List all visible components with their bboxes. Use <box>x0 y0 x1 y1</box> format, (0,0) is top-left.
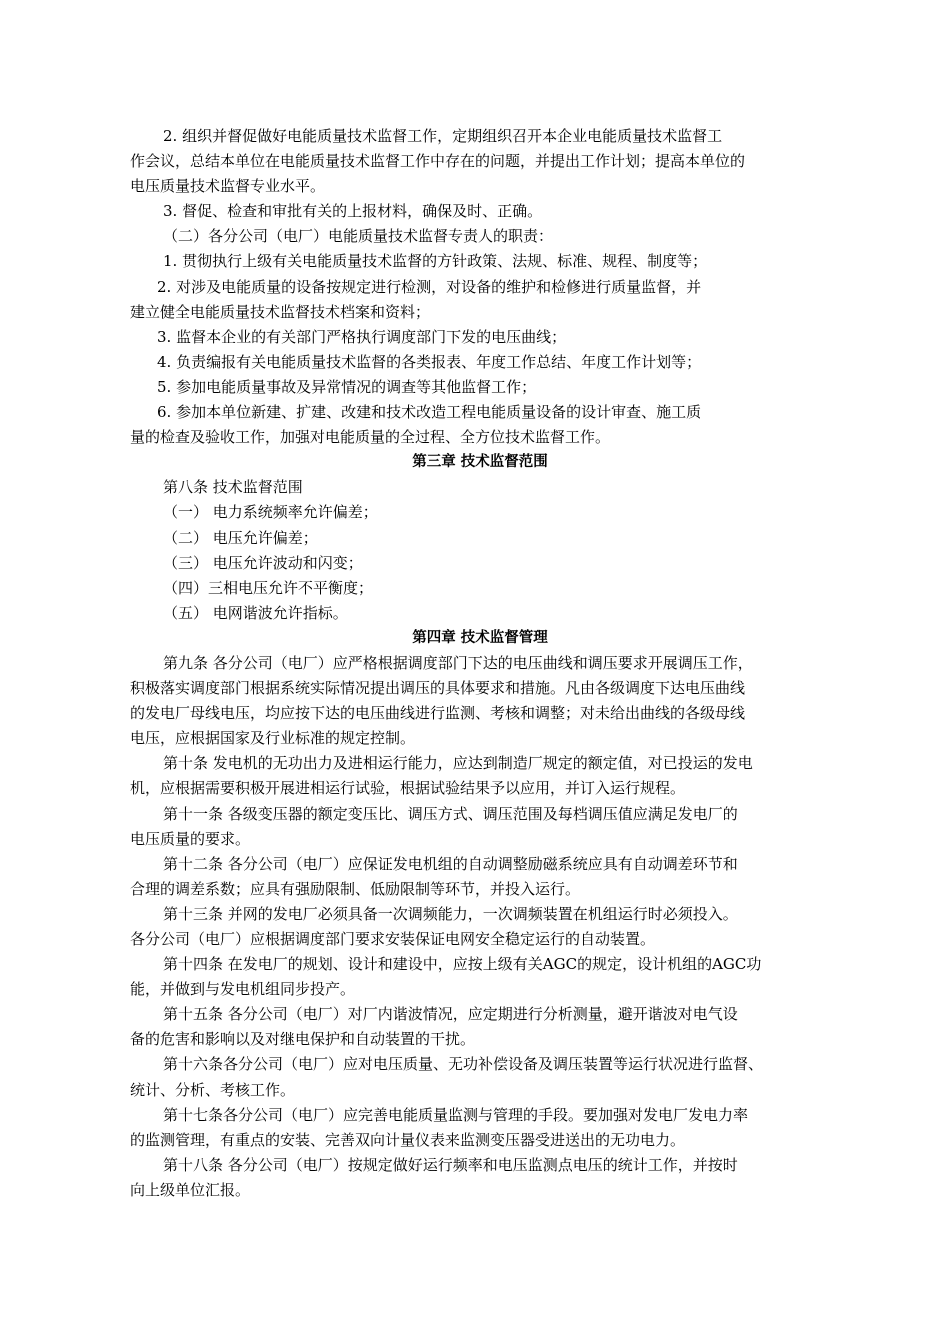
paragraph-line: 能，并做到与发电机组同步投产。 <box>130 980 356 999</box>
paragraph-line: 5. 参加电能质量事故及异常情况的调查等其他监督工作； <box>157 377 537 396</box>
paragraph-line: （四）三相电压允许不平衡度； <box>163 578 374 597</box>
paragraph-line: 第十四条 在发电厂的规划、设计和建设中，应按上级有关AGC的规定，设计机组的AGC功 <box>163 955 762 974</box>
paragraph-line: 积极落实调度部门根据系统实际情况提出调压的具体要求和措施。凡由各级调度下达电压曲线 <box>130 679 746 698</box>
paragraph-line: 6. 参加本单位新建、扩建、改建和技术改造工程电能质量设备的设计审查、施工质 <box>157 403 702 422</box>
paragraph-line: （二）各分公司（电厂）电能质量技术监督专责人的职责： <box>163 227 554 246</box>
paragraph-line: 2. 对涉及电能质量的设备按规定进行检测，对设备的维护和检修进行质量监督，并 <box>157 277 702 296</box>
chapter-heading: 第三章 技术监督范围 <box>412 454 548 471</box>
paragraph-line: 3. 监督本企业的有关部门严格执行调度部门下发的电压曲线； <box>157 327 567 346</box>
paragraph-line: 的监测管理，有重点的安装、完善双向计量仪表来监测变压器受进送出的无功电力。 <box>130 1130 686 1149</box>
paragraph-line: 第十一条 各级变压器的额定变压比、调压方式、调压范围及每档调压值应满足发电厂的 <box>163 804 738 823</box>
paragraph-line: （五） 电网谐波允许指标。 <box>163 603 348 622</box>
document-body <box>130 124 830 1203</box>
paragraph-line: 合理的调差系数；应具有强励限制、低励限制等环节，并投入运行。 <box>130 879 581 898</box>
paragraph-line: 备的危害和影响以及对继电保护和自动装置的干扰。 <box>130 1030 476 1049</box>
paragraph-line: 建立健全电能质量技术监督技术档案和资料； <box>130 302 431 321</box>
paragraph-line: 量的检查及验收工作，加强对电能质量的全过程、全方位技术监督工作。 <box>130 428 611 447</box>
paragraph-line: 第十三条 并网的发电厂必须具备一次调频能力，一次调频装置在机组运行时必须投入。 <box>163 904 738 923</box>
paragraph-line: 电压，应根据国家及行业标准的规定控制。 <box>130 729 416 748</box>
paragraph-line: 向上级单位汇报。 <box>130 1180 251 1199</box>
paragraph-line: 4. 负责编报有关电能质量技术监督的各类报表、年度工作总结、年度工作计划等； <box>157 352 702 371</box>
paragraph-line: 第十八条 各分公司（电厂）按规定做好运行频率和电压监测点电压的统计工作，并按时 <box>163 1155 738 1174</box>
paragraph-line: 第十五条 各分公司（电厂）对厂内谐波情况，应定期进行分析测量，避开谐波对电气设 <box>163 1005 738 1024</box>
paragraph-line: 统计、分析、考核工作。 <box>130 1080 296 1099</box>
paragraph-line: （二） 电压允许偏差； <box>163 528 318 547</box>
paragraph-line: 的发电厂母线电压，均应按下达的电压曲线进行监测、考核和调整；对未给出曲线的各级母线 <box>130 704 746 723</box>
paragraph-line: （一） 电力系统频率允许偏差； <box>163 503 378 522</box>
paragraph-line: 第八条 技术监督范围 <box>163 478 303 497</box>
paragraph-line: 第十二条 各分公司（电厂）应保证发电机组的自动调整励磁系统应具有自动调差环节和 <box>163 854 738 873</box>
paragraph-line: 1. 贯彻执行上级有关电能质量技术监督的方针政策、法规、标准、规程、制度等； <box>163 252 708 271</box>
paragraph-line: 作会议，总结本单位在电能质量技术监督工作中存在的问题，并提出工作计划；提高本单位的 <box>130 152 746 171</box>
paragraph-line: 各分公司（电厂）应根据调度部门要求安装保证电网安全稳定运行的自动装置。 <box>130 930 656 948</box>
paragraph-line: 3. 督促、检查和审批有关的上报材料，确保及时、正确。 <box>163 202 543 221</box>
paragraph-line: 第十条 发电机的无功出力及进相运行能力，应达到制造厂规定的额定值，对已投运的发电 <box>163 754 753 773</box>
paragraph-line: 电压质量技术监督专业水平。 <box>130 177 326 196</box>
chapter-heading: 第四章 技术监督管理 <box>412 629 548 646</box>
paragraph-line: （三） 电压允许波动和闪变； <box>163 553 363 572</box>
paragraph-line: 2. 组织并督促做好电能质量技术监督工作，定期组织召开本企业电能质量技术监督工 <box>163 127 723 145</box>
paragraph-line: 第九条 各分公司（电厂）应严格根据调度部门下达的电压曲线和调压要求开展调压工作， <box>163 653 753 672</box>
paragraph-line: 第十六条各分公司（电厂）应对电压质量、无功补偿设备及调压装置等运行状况进行监督、 <box>163 1055 764 1074</box>
paragraph-line: 电压质量的要求。 <box>130 829 251 848</box>
paragraph-line: 机，应根据需要积极开展进相运行试验，根据试验结果予以应用，并订入运行规程。 <box>130 779 686 798</box>
paragraph-line: 第十七条各分公司（电厂）应完善电能质量监测与管理的手段。要加强对发电厂发电力率 <box>163 1105 749 1124</box>
